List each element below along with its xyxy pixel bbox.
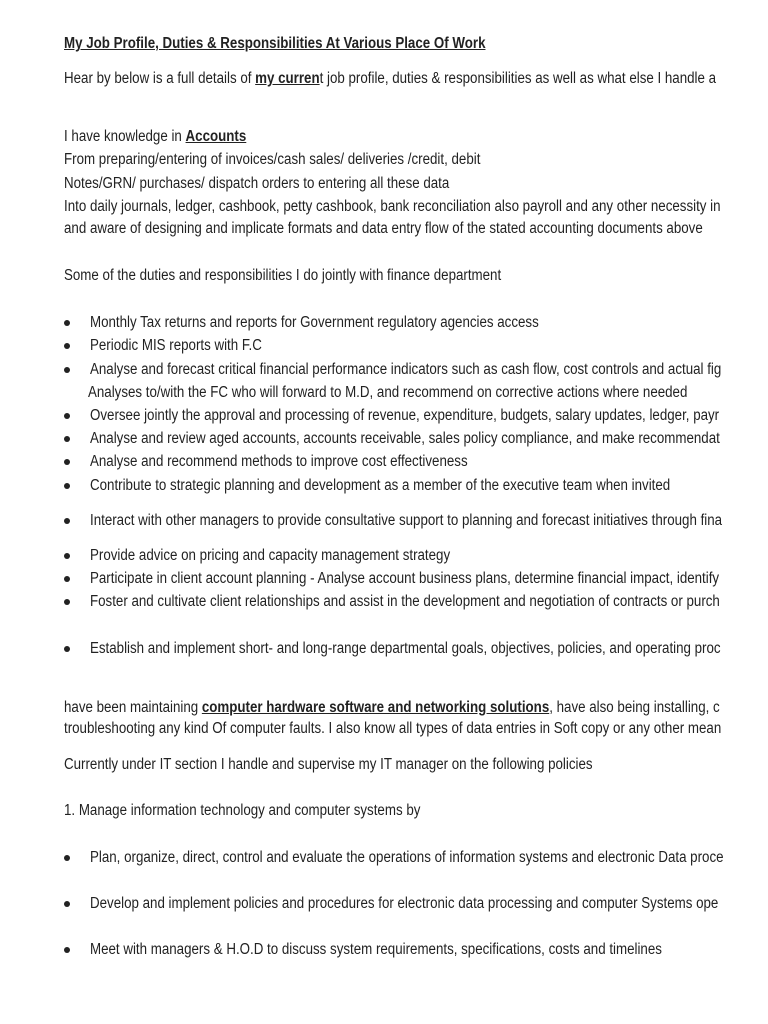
finance-bullet-text: Monthly Tax returns and reports for Government regulatory agencies access <box>90 314 539 331</box>
it-manage-heading: 1. Manage information technology and computer systems by <box>64 802 421 819</box>
finance-bullet-text: Oversee jointly the approval and processing of revenue, expenditure, budgets, salary updates, ledger, payr <box>90 407 720 424</box>
document-title: My Job Profile, Duties & Responsibilities At Various Place Of Work <box>64 35 486 52</box>
bullet-icon <box>64 367 70 373</box>
accounts-heading <box>64 126 246 148</box>
it-bullet-text: Develop and implement policies and procedures for electronic data processing and computer Systems ope <box>90 895 719 912</box>
accounts-line: Into daily journals, ledger, cashbook, petty cashbook, bank reconciliation also payroll and any other necessity in <box>64 198 721 215</box>
bullet-icon <box>64 855 70 861</box>
finance-bullet-text: Periodic MIS reports with F.C <box>90 337 262 354</box>
it-bullet-text: Meet with managers & H.O.D to discuss system requirements, specifications, costs and timelines <box>90 941 662 958</box>
it-supervise-text: Currently under IT section I handle and supervise my IT manager on the following policies <box>64 756 593 773</box>
finance-bullet-text: Contribute to strategic planning and development as a member of the executive team when invited <box>90 477 671 494</box>
accounts-lead: I have knowledge in <box>64 128 186 145</box>
bullet-icon <box>64 343 70 349</box>
finance-bullet-text: Establish and implement short- and long-range departmental goals, objectives, policies, and operating proc <box>90 640 721 657</box>
finance-bullet-text: Participate in client account planning - Analyse account business plans, determine financial impact, identify <box>90 570 720 587</box>
intro-text-after: t job profile, duties & responsibilities as well as what else I handle a <box>319 70 717 87</box>
intro-paragraph <box>64 68 716 90</box>
it-emphasis: computer hardware software and networking solutions <box>201 699 550 716</box>
finance-bullet-text: Foster and cultivate client relationships and assist in the development and negotiation of contracts or purch <box>90 593 720 610</box>
accounts-emphasis: Accounts <box>185 128 247 145</box>
bullet-icon <box>64 901 70 907</box>
bullet-icon <box>64 599 70 605</box>
finance-bullet-text: Analyse and recommend methods to improve cost effectiveness <box>90 453 468 470</box>
bullet-icon <box>64 646 70 652</box>
it-paragraph-line-2: troubleshooting any kind Of computer faults. I also know all types of data entries in Soft copy or any other mean <box>64 720 722 737</box>
bullet-icon <box>64 320 70 326</box>
bullet-icon <box>64 553 70 559</box>
accounts-line: and aware of designing and implicate formats and data entry flow of the stated accounting documents above <box>64 220 703 237</box>
finance-bullet-text: Analyse and forecast critical financial performance indicators such as cash flow, cost controls and actual fig <box>90 361 722 378</box>
accounts-line: From preparing/entering of invoices/cash sales/ deliveries /credit, debit <box>64 151 481 168</box>
finance-intro: Some of the duties and responsibilities I do jointly with finance department <box>64 267 502 284</box>
finance-bullet-continuation: Analyses to/with the FC who will forward to M.D, and recommend on corrective actions where needed <box>88 384 688 401</box>
bullet-icon <box>64 576 70 582</box>
it-text-before: have been maintaining <box>64 699 202 716</box>
intro-text-before: Hear by below is a full details of <box>64 70 256 87</box>
it-paragraph-line-1 <box>64 697 720 719</box>
it-bullet-text: Plan, organize, direct, control and evaluate the operations of information systems and electronic Data proce <box>90 849 724 866</box>
bullet-icon <box>64 483 70 489</box>
finance-bullet-text: Interact with other managers to provide consultative support to planning and forecast initiatives through fina <box>90 512 723 529</box>
accounts-line: Notes/GRN/ purchases/ dispatch orders to entering all these data <box>64 175 450 192</box>
bullet-icon <box>64 413 70 419</box>
finance-bullet-text: Analyse and review aged accounts, accounts receivable, sales policy compliance, and make recommendat <box>90 430 720 447</box>
it-text-after: , have also being installing, c <box>549 699 720 716</box>
bullet-icon <box>64 436 70 442</box>
bullet-icon <box>64 947 70 953</box>
bullet-icon <box>64 518 70 524</box>
finance-bullet-text: Provide advice on pricing and capacity management strategy <box>90 547 451 564</box>
bullet-icon <box>64 459 70 465</box>
intro-emphasis: my curren <box>255 70 320 87</box>
